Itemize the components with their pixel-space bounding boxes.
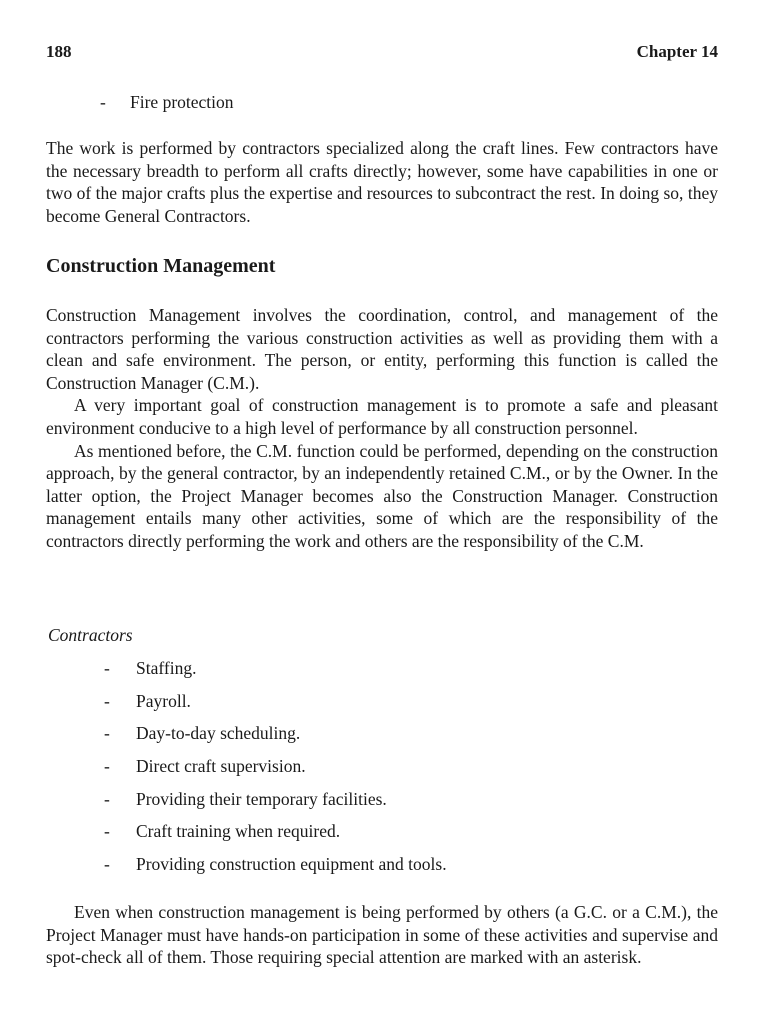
list-item [104,722,447,755]
list-item-text: Payroll. [136,690,191,711]
list-dash: - [104,854,110,875]
book-page [46,0,718,1024]
list-item [104,853,447,886]
list-item-text: Providing construction equipment and tools. [136,854,447,875]
list-item [104,657,447,690]
page-number: 188 [46,42,72,61]
closing-paragraph: Even when construction management is being performed by others (a G.C. or a C.M.), the Project Manager must have hands-on participation in some of these activities and supervise and spot-check all of them. Those requiring special attention are marked with an asterisk. [46,902,718,968]
list-dash: - [104,658,110,678]
cm-paragraph-1: Construction Management involves the coordination, control, and management of the contractors performing the various construction activities as well as providing them with a clean and safe environment. The person, or entity, performing this function is called the Construction Manager (C.M.). [46,305,718,393]
cm-paragraph-3: As mentioned before, the C.M. function could be performed, depending on the construction approach, by the general contractor, by an independently retained C.M., or by the Owner. In the latter option, the Project Manager becomes also the Construction Manager. Construction management entails many other activities, some of which are the responsibility of the contractors directly performing the work and others are the responsibility of the C.M. [46,440,718,551]
list-dash: - [104,821,110,842]
list-item [104,788,447,821]
list-dash: - [104,788,110,809]
list-item-text: Fire protection [130,92,234,112]
list-item-text: Staffing. [136,658,197,678]
fire-protection-item [100,92,234,113]
list-item-text: Providing their temporary facilities. [136,788,387,809]
running-head [46,42,718,66]
contractors-subheading: Contractors [48,625,133,645]
section-heading: Construction Management [46,255,276,277]
list-item [104,755,447,788]
cm-paragraphs [46,304,718,553]
list-item-text: Craft training when required. [136,821,341,842]
list-item [104,690,447,723]
list-dash: - [104,690,110,711]
list-item-text: Direct craft supervision. [136,756,306,777]
list-item [104,820,447,853]
cm-paragraph-2: A very important goal of construction management is to promote a safe and pleasant environment conducive to a high level of performance by all construction personnel. [46,395,718,438]
list-item-text: Day-to-day scheduling. [136,723,301,744]
list-dash: - [104,723,110,744]
list-dash: - [100,92,106,112]
chapter-label: Chapter 14 [636,42,718,61]
list-dash: - [104,756,110,777]
contractor-list [104,657,447,886]
general-contractors-paragraph: The work is performed by contractors specialized along the craft lines. Few contractors have the necessary breadth to perform all crafts directly; however, some have capabilities in one or two of the major crafts plus the expertise and resources to subcontract the rest. In doing so, they become General Contractors. [46,138,718,226]
